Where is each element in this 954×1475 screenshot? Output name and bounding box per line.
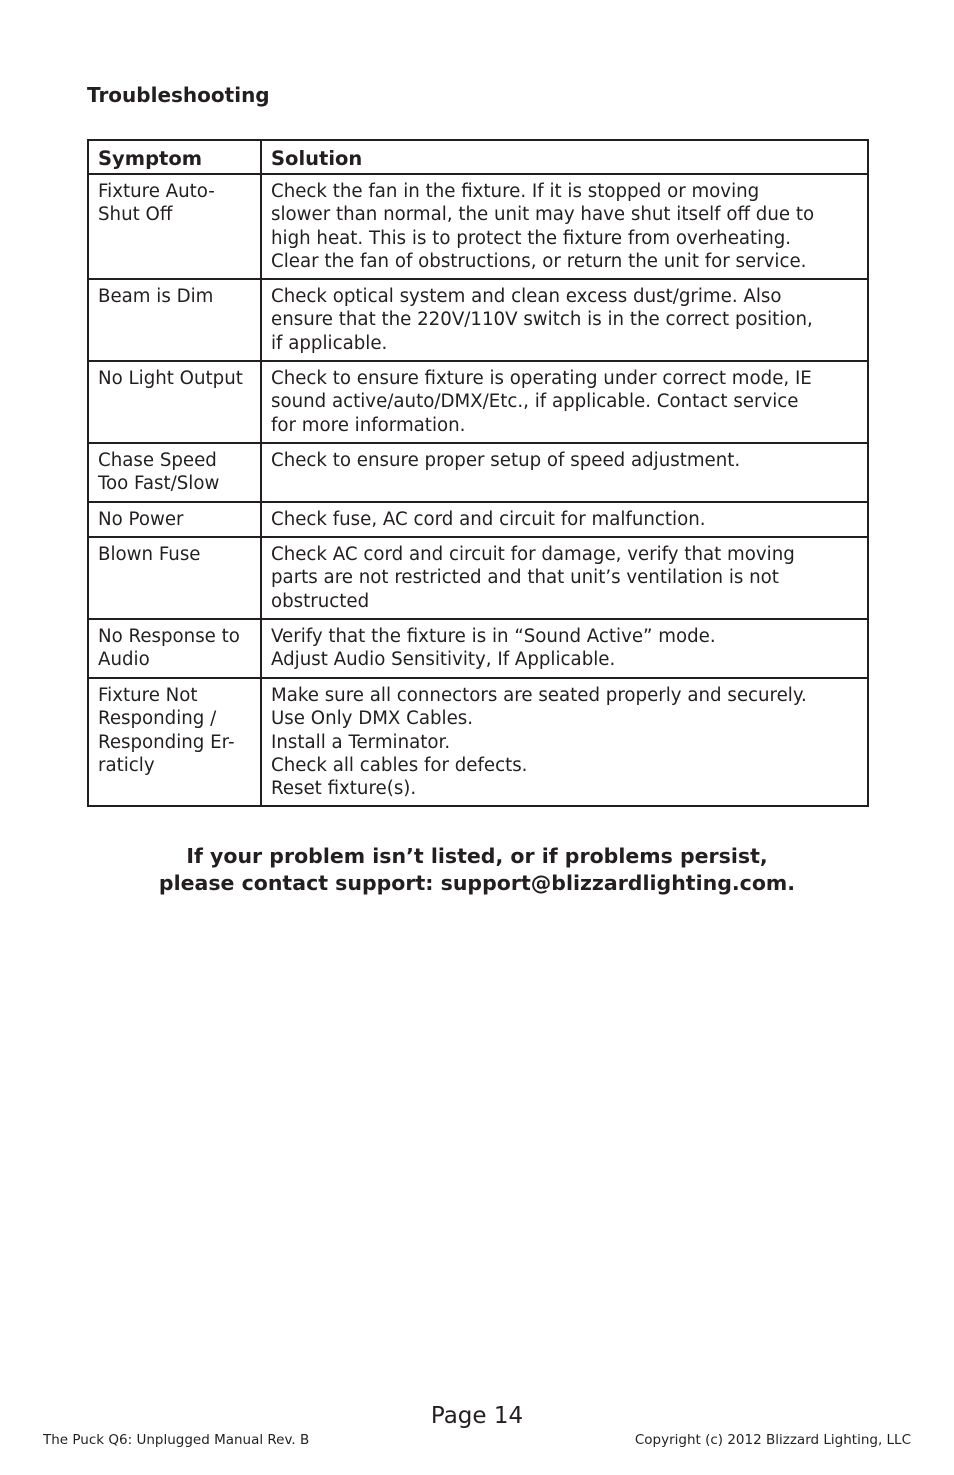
table-row xyxy=(88,279,868,361)
solution-text: sound active/auto/DMX/Etc., if applicable. Contact service xyxy=(271,391,799,413)
solution-cell xyxy=(261,537,868,619)
symptom-cell xyxy=(88,678,261,806)
table-row xyxy=(88,502,868,537)
symptom-cell xyxy=(88,174,261,279)
symptom-header: Symptom xyxy=(88,140,261,174)
symptom-text: No Power xyxy=(98,509,184,531)
table-row xyxy=(88,619,868,678)
symptom-text: Audio xyxy=(98,649,150,671)
solution-text: slower than normal, the unit may have shut itself off due to xyxy=(271,204,815,226)
symptom-text: Fixture Not xyxy=(98,685,198,707)
symptom-text: Responding Er- xyxy=(98,731,235,753)
solution-cell xyxy=(261,619,868,678)
solution-text: Check the fan in the fixture. If it is stopped or moving xyxy=(271,181,760,203)
page-number: Page 14 xyxy=(430,1403,524,1429)
solution-text: for more information. xyxy=(271,414,466,436)
solution-text: Check optical system and clean excess dust/grime. Also xyxy=(271,286,782,308)
table-row xyxy=(88,443,868,502)
support-line-2: please contact support: support@blizzardlighting.com. xyxy=(158,871,796,895)
table-header-row xyxy=(88,140,868,174)
symptom-cell xyxy=(88,361,261,443)
table-row xyxy=(88,174,868,279)
solution-cell xyxy=(261,174,868,279)
solution-text: ensure that the 220V/110V switch is in the correct position, xyxy=(271,309,813,331)
solution-text: Check to ensure proper setup of speed adjustment. xyxy=(271,450,741,472)
solution-cell xyxy=(261,443,868,502)
solution-cell xyxy=(261,279,868,361)
solution-text: Check fuse, AC cord and circuit for malfunction. xyxy=(271,509,706,531)
solution-text: Verify that the fixture is in “Sound Active” mode. xyxy=(271,626,716,648)
table-row xyxy=(88,537,868,619)
solution-text: obstructed xyxy=(271,590,370,612)
table-row xyxy=(88,678,868,806)
solution-text: if applicable. xyxy=(271,332,388,354)
symptom-text: Fixture Auto- xyxy=(98,181,215,203)
symptom-cell xyxy=(88,537,261,619)
troubleshooting-table xyxy=(87,139,869,807)
solution-header: Solution xyxy=(261,140,868,174)
symptom-text: Too Fast/Slow xyxy=(98,473,220,495)
page-title: Troubleshooting xyxy=(87,83,270,107)
symptom-text: Shut Off xyxy=(98,204,173,226)
symptom-text: Responding / xyxy=(98,708,217,730)
symptom-text: Beam is Dim xyxy=(98,286,214,308)
solution-cell xyxy=(261,678,868,806)
table-row xyxy=(88,361,868,443)
symptom-text: No Response to xyxy=(98,626,240,648)
symptom-text: Blown Fuse xyxy=(98,544,201,566)
solution-text: Adjust Audio Sensitivity, If Applicable. xyxy=(271,649,616,671)
symptom-text: Chase Speed xyxy=(98,450,217,472)
footer-copyright: Copyright (c) 2012 Blizzard Lighting, LLC xyxy=(634,1432,911,1448)
solution-text: Clear the fan of obstructions, or return the unit for service. xyxy=(271,250,807,272)
symptom-cell xyxy=(88,279,261,361)
symptom-cell xyxy=(88,502,261,537)
solution-text: Make sure all connectors are seated properly and securely. xyxy=(271,685,807,707)
solution-text: Check to ensure fixture is operating under correct mode, IE xyxy=(271,368,812,390)
symptom-text: raticly xyxy=(98,754,155,776)
symptom-cell xyxy=(88,443,261,502)
solution-cell xyxy=(261,502,868,537)
symptom-text: No Light Output xyxy=(98,368,243,390)
solution-text: Use Only DMX Cables. xyxy=(271,708,474,730)
support-notice xyxy=(0,843,954,897)
solution-text: parts are not restricted and that unit’s ventilation is not xyxy=(271,567,779,589)
footer-manual-title: The Puck Q6: Unplugged Manual Rev. B xyxy=(43,1432,310,1448)
solution-cell xyxy=(261,361,868,443)
solution-text: Reset fixture(s). xyxy=(271,778,417,800)
solution-text: Check AC cord and circuit for damage, verify that moving xyxy=(271,544,795,566)
symptom-cell xyxy=(88,619,261,678)
support-line-1: If your problem isn’t listed, or if problems persist, xyxy=(186,844,768,868)
solution-text: Install a Terminator. xyxy=(271,731,451,753)
solution-text: high heat. This is to protect the fixture from overheating. xyxy=(271,227,792,249)
solution-text: Check all cables for defects. xyxy=(271,754,528,776)
